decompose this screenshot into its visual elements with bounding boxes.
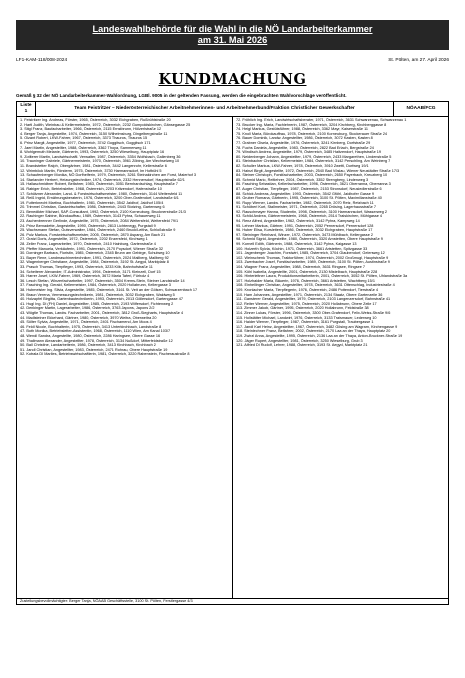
candidate-entry: 43. Wögtle Thomas, Landw. Facharbeiter, 2001, Österreich, 3812 Groß-Siegharts, Hauptstraße 4: [20, 310, 184, 315]
list-abbreviation-header: NÖAAB/FCG: [394, 102, 449, 117]
candidate-entry: 20. Trimmel Christian, Gastwirtschafter, 1986, Österreich, 2443 Stotzing, Gartenweg 6: [20, 205, 165, 210]
candidate-entry: 75. Knoll Maria, Bürokauffrau, 1978, Österreich, 2100 Korneuburg, Stockerauer Straße 24: [236, 131, 388, 136]
election-date: am 31. Mai 2026: [197, 35, 268, 45]
candidate-entry: 90. Rupp Werner, Landw. Facharbeiter, 1982, Österreich, 2070 Retz, Retzbach 11: [236, 200, 374, 205]
candidate-entry: 49. Thallmann Alexander, Angestellter, 1978, Österreich, 3134 Nußdorf, Mitterfeldstraße 12: [20, 338, 173, 343]
candidate-entry: 13. Schaufenberger Monika, NÖ Dorfhelferin, 1979, Österreich, 3261 Steinakirchen am Forst, Maierhof 3: [20, 173, 197, 178]
candidate-entry: 37. Fasching Ing. Gerald, Kellermeister, 1984, Österreich, 2020 Hollabrunn, Kellergasse 3: [20, 283, 171, 288]
candidate-entry: 10. Trauninger Gabriele, Gärtnermeisterin, 1970, Österreich, 3961 Zöbing, Am Wechselweg 10: [20, 159, 180, 164]
candidate-entry: 16. Rabiger Erich, Betriebsleiter, 1968, Österreich, 2203 Kritzendorf, Hafenstraße 10: [20, 186, 162, 191]
candidate-entry: 108. Einhellinger Christian, Angestellter, 1978, Österreich, 3631 Ottenschlag, Industriestraße 4: [236, 283, 395, 288]
list-name-header: Team Feistritzer – Niederösterreichischer Arbeitnehmerinnen- und Arbeitnehmerbund/Fraktion Christlicher Gewerkschafter: [36, 102, 394, 117]
candidate-entry: 18. Reiß Ingrid, Ernährungsberaterin, 1976, Österreich, 3200 Ober-Grafendorf, Landstraße 6/1: [20, 196, 179, 201]
document-page: [0, 20, 465, 678]
candidate-entry: 3. Stigl Franz, Baufacharbeiter, 1966, Österreich, 2115 Ernstbrunn, Hölzerlstraße 12: [20, 127, 162, 132]
candidate-entry: 1. Feistritzer Ing. Andreas, Förster, 1965, Österreich, 3032 Eichgraben, Rußbühlstraße 20: [20, 118, 171, 122]
candidate-entry: 81. Steinbacher Christian, Kellermeister, 1984, Österreich, 3142 Perschling, Am Weinberg 7: [236, 159, 391, 164]
candidate-entry: 73. Brucker Ing. Maria, Fachlehrerin, 1987, Österreich, 3204 Kirchberg, Kirchberggasse 8: [236, 122, 387, 127]
candidate-columns: [16, 117, 449, 599]
candidate-entry: 85. Schmid Mario, Reitlehrer, 2004, Österreich, 3352 Strengberg, Lindenweg 3: [236, 177, 369, 182]
candidate-entry: 24. Prinz Bernadette, Angestellte, 1990, Österreich, 2813 Lichtenegg, Purgstall 9: [20, 223, 156, 228]
candidate-entry: 120. Jäger Rupert, Angestellter, 1981, Österreich, 3250 Wieselburg, Grub 3: [236, 338, 363, 343]
candidate-entry: 82. Schuller Markus, LKW-Fahrer, 1978, Österreich, 3910 Zwettl, Dorfweg 19/1: [236, 163, 369, 168]
candidate-entry: 25. Wachsmann Stefan, Gutsverwalter, 1984, Österreich, 2460 Bruck/Leitha, Schloßstraße 9: [20, 228, 176, 233]
candidate-entry: 6. Prinz Margit, Angestellte, 1977, Österreich, 3742 Goggitsch, Goggitsch 171: [20, 140, 151, 145]
candidate-entry: 46. Feldl Nicole, Buchhalterin, 1975, Österreich, 3413 Unterkirchbach, Landstraße 8: [20, 324, 162, 329]
candidate-entry: 104. Wagner Franz, Angestellter, 1988, Österreich, 3631 Ringsee, Ringsee 7: [236, 265, 366, 269]
candidate-entry: 47. Both Monika, Betriebsleiter-Assistentin, 1968, Österreich, 1110 Wien, Am Kanal 103/7: [20, 329, 171, 334]
candidate-entry: 117. Jandl Karl Heinz, Angestellter, 1967, Österreich, 3482 Gösing am Wagram, Kirchengasse 9: [236, 324, 398, 329]
candidate-entry: 100. Holzerth Sylvia, Köchin, 1971, Österreich, 3661 Artstetten, Spitzgasse 33: [236, 246, 368, 251]
candidate-entry: 52. Kotrala DI Marlies, Betriebswirtschaftlerin, 1981, Österreich, 3220 Rabenstein, Fischeraustraße 8: [20, 352, 190, 357]
candidate-entry: 48. Wendl Sandra, Angestellte, 1980, Österreich, 2286 Haringsee, Obere Gasse 16: [20, 333, 161, 338]
candidate-entry: 119. Zwirzl Anna, Angestellte, 1995, Österreich, 2136 Laa an der Thaya, Anton-Bruckner-Straße 19: [236, 333, 403, 338]
candidate-entry: 105. Köhl Isabella, Angestellte, 2001, Österreich, 2130 Mistelbach, Hauptstraße 228: [236, 269, 378, 274]
candidate-entry: 103. Zwerbacher Josef, Forstfacharbeiter, 1989, Österreich, 3100 St. Pölten, Austinstraße 9: [236, 260, 390, 265]
candidate-entry: 94. Renz Alfred, Angestellter, 1962, Österreich, 3142 Pyhra, Kampweg 14: [236, 219, 360, 224]
candidate-entry: 27. Gratzl Doris, Angestellte, 1972, Österreich, 2202 Enzersfeld, Kirchweg 1: [20, 237, 148, 242]
candidate-entry: 116. Haider Werner, Tierpfleger, 1987, Österreich, 3161 Purgstall, Traubergasse 1: [236, 320, 374, 325]
document-meta: [16, 58, 449, 63]
candidate-entry: 118. Steinlechner Franz, Beifahrer, 2002, Österreich, 2170 Laa an der Thaya, Hauptplatz 20: [236, 329, 391, 334]
candidate-entry: 14. Starlander Herbert, Heizungstechniker, 1974, Österreich, 2332 Hennersdorf, Hauptstraße 62/1: [20, 177, 185, 182]
candidate-entry: 79. Windisch Andrea, Angestellte, 1979, Österreich, 3485 Haitzendorf, Hauptstraße 19: [236, 150, 381, 155]
candidate-entry: 4. Berger Tanja, Angestellte, 1974, Österreich, 3150 Wilhelmsburg, Dingelbergstraße 11: [20, 131, 168, 136]
candidate-entry: 17. Schützner Alexander, Land- & Forstwirtschaftsmeister, 1980, Österreich, 3144 Weitersfeld 11: [20, 191, 183, 196]
candidate-entry: 102. Weinschenk Thomas, Traktorführer, 1974, Österreich, 2002 Großmugl, Hauptstraße 9: [236, 255, 389, 260]
candidate-entry: 72. Fröhlich Ing. Erich, Landwirtschaftsberater, 1971, Österreich, 3631 Schwarzenau, Schwarzenau 1: [236, 118, 407, 122]
candidate-entry: 29. Pfeffer Manuela, Verkäuferin, 1991, Österreich, 2170 Poysdorf, Wiener Straße 32: [20, 246, 164, 251]
candidate-entry: 19. Futterknecht Martina, Buchhalterin, 1981, Österreich, 3542 Jaidhof, Jaidhof 105/4: [20, 200, 164, 205]
candidate-entry: 34. Scheiterer Alexander, IT-Administrator, 1994, Österreich, 3171 Kleinzell, Dorf 15: [20, 269, 161, 274]
candidate-entry: 77. Grabner Gisela, Angestellte, 1976, Österreich, 3241 Kirnberg, Dorfstraße 29: [236, 140, 371, 145]
candidate-entry: 32. Wagenberger Christiane, Angestellte, 1984, Österreich, 3192 St. Aegyd, Marktplatz 8: [20, 260, 169, 265]
candidate-entry: 38. Hubmeister Ing. Silvia, Angestellte, 1985, Österreich, 3161 St. Veit an der Gölsen, Schwarzenbach 17: [20, 287, 198, 292]
candidate-entry: 96. Huber Elisa, Kursleiterin, 1986, Österreich, 3032 Eichgraben, Hauptstraße 17: [236, 228, 373, 233]
candidate-entry: 50. Ball Christine, Landarbeiterin, 1986, Österreich, 3413 Kirchbach, Kirchbach 2: [20, 343, 156, 348]
candidate-entry: 39. Braun Verena, Vermessungstechnikerin, 1981, Österreich, 3032 Eichgraben, Waldweg 5: [20, 292, 175, 297]
candidate-entry: 26. Pulz Markus, Forstwirtschaftsmeister, 2005, Österreich, 2870 Aspang, Am Bach 21: [20, 232, 166, 237]
candidate-entry: 40. Holzapfel Birgitta, Gartenbautechnikerin, 1993, Österreich, 2013 Göllersdorf, Gartengasse 47: [20, 297, 183, 302]
candidate-entry: 28. Zeller Franz, Lagerarbeiter, 1970, Österreich, 2410 Hainburg, Gartenstraße 4: [20, 242, 156, 247]
candidate-entry: 111. Gansterer Gerald, Angestellter, 1979, Österreich, 2103 Langenzersdorf, Bahnstraße 41: [236, 297, 391, 302]
authority-title: Landeswahlbehörde für die Wahl in die NÖ Landarbeiterkammer: [92, 24, 373, 34]
candidate-entry: 92. Rauschmayer Hanna, Studentin, 1998, Österreich, 3100 Harmannsdorf, Wasserweg 2: [236, 209, 387, 214]
candidate-entry: 44. Madlsteiner Ekkehard, Gärtner, 1980, Österreich, 3970 Weitra, Oberweitra 20: [20, 315, 157, 320]
header-banner: [16, 20, 449, 50]
reference-number: LF1-KAM-118/008-2024: [16, 58, 68, 63]
candidate-entry: 45. Sölter Sylvia, Angestellte, 1971, Österreich, 2401 Fischamend, Am Moos 4: [20, 320, 152, 325]
candidate-entry: 35. Harrer Josef, LKW-Fahrer, 1969, Österreich, 3672 Maria Taferl, Fürholz 4: [20, 274, 150, 279]
candidate-entry: 95. Lehner Markus, Gärtner, 1991, Österreich, 2052 Pernersdorf, Pernersdorf 128: [236, 223, 374, 228]
candidate-entry: 112. Reiter Werner, Angestellter, 1975, Österreich, 2020 Hollabrunn, Obere Zeile 17: [236, 301, 377, 306]
candidate-entry: 7. Jaeri Martin, Angestellter, 1988, Österreich, 3362 Thoya, Sammerweg 11: [20, 145, 147, 150]
candidate-entry: 98. Schmid Sigrid, Angestellte, 1980, Österreich, 3320 Amstetten, Obere Hauptstraße 9: [236, 237, 383, 242]
intro-text: Gemäß § 32 der NÖ Landarbeiterkammer-Wahlordnung, LGBl. 9005 in der geltenden Fassung, werden die eingebrachten Wahlvorschläge veröffentlicht.: [16, 93, 347, 98]
candidate-entry: 8. Wohlgemuth Melanie, Gärtnerin, 1993, Österreich, 3250 Wieselburg, Hauptplatz 16: [20, 150, 165, 155]
candidate-column-left: [17, 117, 232, 598]
candidate-entry: 121. Alfried Di Rudolf, Lehrer, 1988, Österreich, 3193 St. Aegyd, Marktplatz 21: [236, 343, 368, 348]
candidate-entry: 80. Neidenberger Johann, Angestellter, 1979, Österreich, 2433 Margarethen, Lindenstraße 5: [236, 154, 392, 159]
candidate-entry: 15. Hallaschmidtner Robert, Beifahrer, 1983, Österreich, 3051 Bernhardschlag, Hauptstraße 7: [20, 182, 178, 187]
candidate-entry: 36. Lesch Stefan, Winzerfacharbeiter, 1997, Österreich, 3504 Krems-Stein, Steiner Landstraße 14: [20, 278, 185, 283]
candidate-entry: 12. Wrimböck Martin, Försterm, 1975, Österreich, 3730 Harmannsdorf, Im Hofbühl 5: [20, 168, 162, 173]
candidate-entry: 110. Ham Johannes, Angestellter, 1971, Österreich, 2134 Staatz, Obere Gartenzeile 36: [236, 292, 383, 297]
candidate-entry: 107. Holzhaider Maria, Bäuerin, 1976, Österreich, 3661 Artstetten, Wachtberg 15/1: [236, 278, 375, 283]
candidate-entry: 41. Hugl Ing. DI (FH) Daniel, Angestellter, 1985, Österreich, 2193 Wilfersdorf, Fichtenweg 2: [20, 301, 174, 306]
candidate-entry: 31. Bayer Rene, Landmaschinentechniker, 1991, Österreich, 2024 Mailberg, Mailberg 92: [20, 255, 169, 260]
candidate-entry: 93. Schild Andrea, Gärtnermeisterin, 1968, Österreich, 2514 Traiskirchen, Mühlgasse 4: [236, 214, 383, 219]
candidate-entry: 91. Schöberl Kurt, Stallmeister, 1971, Österreich, 2265 Drösing, Lagerhausstraße 7: [236, 205, 376, 210]
candidate-column-right: [232, 117, 448, 598]
candidate-entry: 33. Prasch Thomas, Tierpfleger, 1993, Österreich, 3233 Kilb, Bahnhofstraße 11: [20, 265, 153, 269]
candidate-entry: 22. Rauhinger Sabine, Bürokauffrau, 1989, Österreich, 3143 Pyhra, Schauerweg 11: [20, 214, 161, 219]
candidate-entry: 88. Schick Andreas, Angestellter, 1993, Österreich, 3542 Gföhl, Jaidhofer Gasse 9: [236, 191, 375, 196]
candidate-entry: 83. Hainzl Birgit, Angestellte, 1972, Österreich, 2540 Bad Vöslau, Wiener Neustädter Straße 17/3: [236, 168, 400, 173]
candidate-entry: 99. Kornell Edith, Gärtnerin, 1988, Österreich, 3142 Pyhra, Kaigasse 13: [236, 242, 357, 247]
candidate-entry: 78. Fuchs Daniela, Angestellte, 1983, Österreich, 2822 Bad Erlach, Bergstraße 24: [236, 145, 374, 150]
candidate-entry: 2. Hartl Judith, Weinbau & Kellermeisterin, 1972, Österreich, 2232 Gumpoldskirchen, Gänsegasse 25: [20, 122, 191, 127]
candidate-entry: 114. Zinner Lukas, Förster, 1996, Österreich, 3300 Ober-Grafendorf, Felix-Weiss-Straße 9/6: [236, 310, 391, 315]
candidate-entry: 87. Auger Christian, Tierpfleger, 1987, Österreich, 2153 Stronsdorf, Neusiedlerstraße 6: [236, 186, 382, 191]
candidate-entry: 5. Olzant Robert, LKW-Fahrer, 1967, Österreich, 3373 Thauros, Thauros 15: [20, 136, 148, 141]
candidate-entry: 23. Aschenbrenner Gerlinde, Angestellte, 1975, Österreich, 2084 Weitersfeld, Weitersfeld 79/1: [20, 219, 179, 224]
candidate-list-header: [16, 101, 449, 117]
candidate-entry: 30. Dorninger Barbara, Floristin, 1985, Österreich, 2345 Brunn am Gebirge, Schulweg 10: [20, 251, 170, 256]
place-and-date: St. Pölten, am 27. April 2026: [388, 58, 449, 63]
candidate-entry: 51. Jandl Christian, Angestellter, 1983, Österreich, 2471 Rohrau, Obere Hauptstraße 19: [20, 347, 168, 352]
candidate-entry: 42. Denkinger Martin, Lagerarbeiter, 1986, Österreich, 3763 Japons, Japons 2/2: [20, 306, 155, 311]
candidate-entry: 97. Steininger Reinhard, Winzer, 1972, Österreich, 3473 Mühlbach, Kellergasse 2: [236, 232, 373, 237]
candidate-entry: 74. Heigl Markus, Gestütsführer, 1988, Österreich, 3362 Mayr, Kaiserstraße 11: [236, 127, 369, 132]
candidate-entry: 89. Gruber Romana, Gärtnerin, 1995, Österreich, 3100 St. Pölten, Maximilianstraße 40: [236, 196, 382, 201]
candidate-entry: 106. Hinterleitner Laura, Produktionsmitarbeiterin, 2001, Österreich, 3052 St. Pölten, Uhlandstraße 3a: [236, 274, 408, 279]
candidate-entry: 86. Fasching Sebastian, Kellerfacharbeiter, 1996, Österreich, 3621 Oberranna, Oberranna 3: [236, 182, 391, 187]
candidate-entry: 11. Brandstetter Ralph, Obergärtner, 1981, Österreich, 3442 Langenrohr, Kellerstraße 6: [20, 163, 167, 168]
candidate-entry: 21. Benedikter Michael, SAP-Consultant, 1992, Österreich, 2100 Korneuburg, Brucknerstraße 21/3: [20, 209, 186, 214]
candidate-entry: 84. Steiner Christoph, Forstfacharbeiter, 2003, Österreich, 2650 Payerbach, Kreuzberg 10: [236, 173, 388, 178]
document-title: KUNDMACHUNG: [158, 71, 307, 88]
candidate-entry: 101. Jagenberger Joachim, Forstwirt, 1985, Österreich, 3704 Glaubendorf, Gelenweg 12: [236, 251, 385, 256]
candidate-entry: 109. Kronlacher Maria, Tierpflegerin, 1976, Österreich, 2486 Pottendorf, Tierstraße 4: [236, 287, 379, 292]
delivery-agent-note: Zustellungsbevollmächtigter: Berger Tanja, NÖAAB Geschäftsstelle, 3100 St. Pölten, Ferstlergasse 4/3: [16, 599, 449, 605]
list-number-header: Liste 1: [17, 102, 36, 117]
candidate-entry: 113. Zimmer Jakob, Gärtner, 1995, Österreich, 2020 Hollabrunn, Feldstraße 38: [236, 306, 369, 311]
candidate-entry: 9. Zotlterer Martin, Landwirtschaftl. Verwalter, 1987, Österreich, 3354 Wolfsbach, Gallenberg 36: [20, 154, 181, 159]
candidate-entry: 115. Hollstätter Michael, Landwirt, 1976, Österreich, 3133 Traismauer, Lederweg 10: [236, 315, 377, 320]
candidate-entry: 76. Bauer Dominik, Landw. Angestellter, 1986, Österreich, 3072 Kasten, Kasten 8: [236, 136, 373, 141]
